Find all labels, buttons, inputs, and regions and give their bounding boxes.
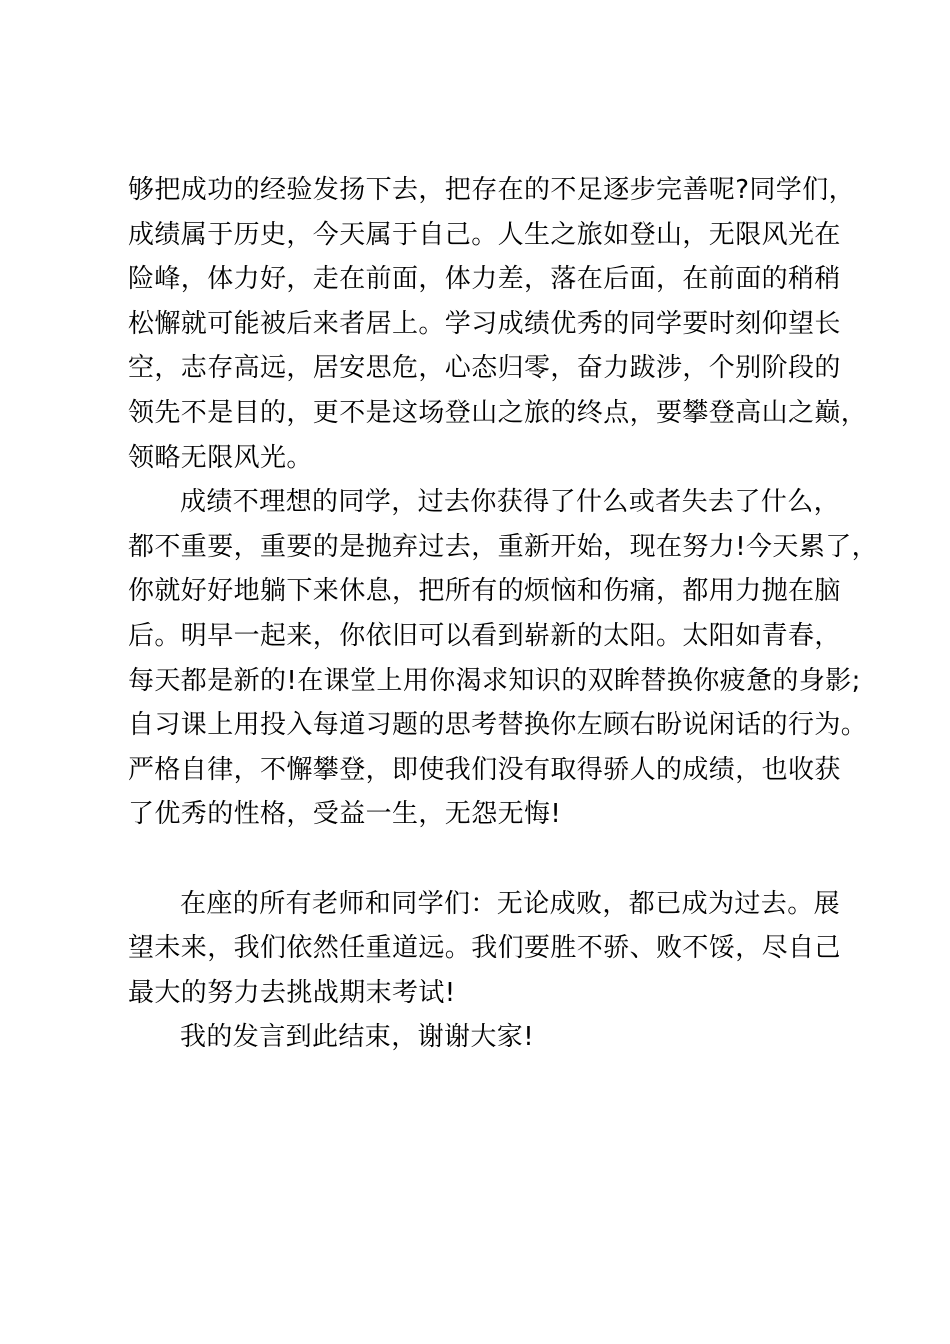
paragraph-1 [128, 168, 868, 480]
text-line: 领先不是目的，更不是这场登山之旅的终点，要攀登高山之巅， [128, 397, 868, 428]
text-line: 空，志存高远，居安思危，心态归零，奋力跋涉，个别阶段的 [128, 353, 841, 384]
paragraph-3 [128, 882, 862, 1016]
text-line-indented: 我的发言到此结束，谢谢大家! [180, 1022, 535, 1053]
text-line: 松懈就可能被后来者居上。学习成绩优秀的同学要时刻仰望长 [128, 308, 841, 339]
paragraph-2 [128, 480, 879, 881]
text-line: 领略无限风光。 [128, 442, 313, 473]
text-line [128, 837, 862, 882]
text-line: 都不重要，重要的是抛弃过去，重新开始，现在努力!今天累了， [128, 531, 879, 562]
text-line: 了优秀的性格，受益一生，无怨无悔! [128, 799, 562, 830]
text-line-indented: 成绩不理想的同学，过去你获得了什么或者失去了什么， [180, 487, 841, 518]
text-line: 最大的努力去挑战期末考试! [128, 977, 456, 1008]
text-line: 严格自律，不懈攀登，即使我们没有取得骄人的成绩，也收获 [128, 754, 841, 785]
text-line: 你就好好地躺下来休息，把所有的烦恼和伤痛，都用力抛在脑 [128, 576, 841, 607]
text-line: 后。明早一起来，你依旧可以看到崭新的太阳。太阳如青春， [128, 620, 841, 651]
text-line: 险峰，体力好，走在前面，体力差，落在后面，在前面的稍稍 [128, 264, 841, 295]
text-line: 望未来，我们依然任重道远。我们要胜不骄、败不馁，尽自己 [128, 933, 841, 964]
text-line-indented: 在座的所有老师和同学们：无论成败，都已成为过去。展 [180, 888, 841, 919]
paragraph-4 [128, 1015, 862, 1060]
text-line: 够把成功的经验发扬下去，把存在的不足逐步完善呢?同学们， [128, 175, 856, 205]
text-line: 每天都是新的!在课堂上用你渴求知识的双眸替换你疲惫的身影; [128, 665, 861, 696]
text-line: 自习课上用投入每道习题的思考替换你左顾右盼说闲话的行为。 [128, 710, 868, 741]
text-line: 成绩属于历史，今天属于自己。人生之旅如登山，无限风光在 [128, 219, 841, 250]
document-page [128, 168, 879, 1060]
